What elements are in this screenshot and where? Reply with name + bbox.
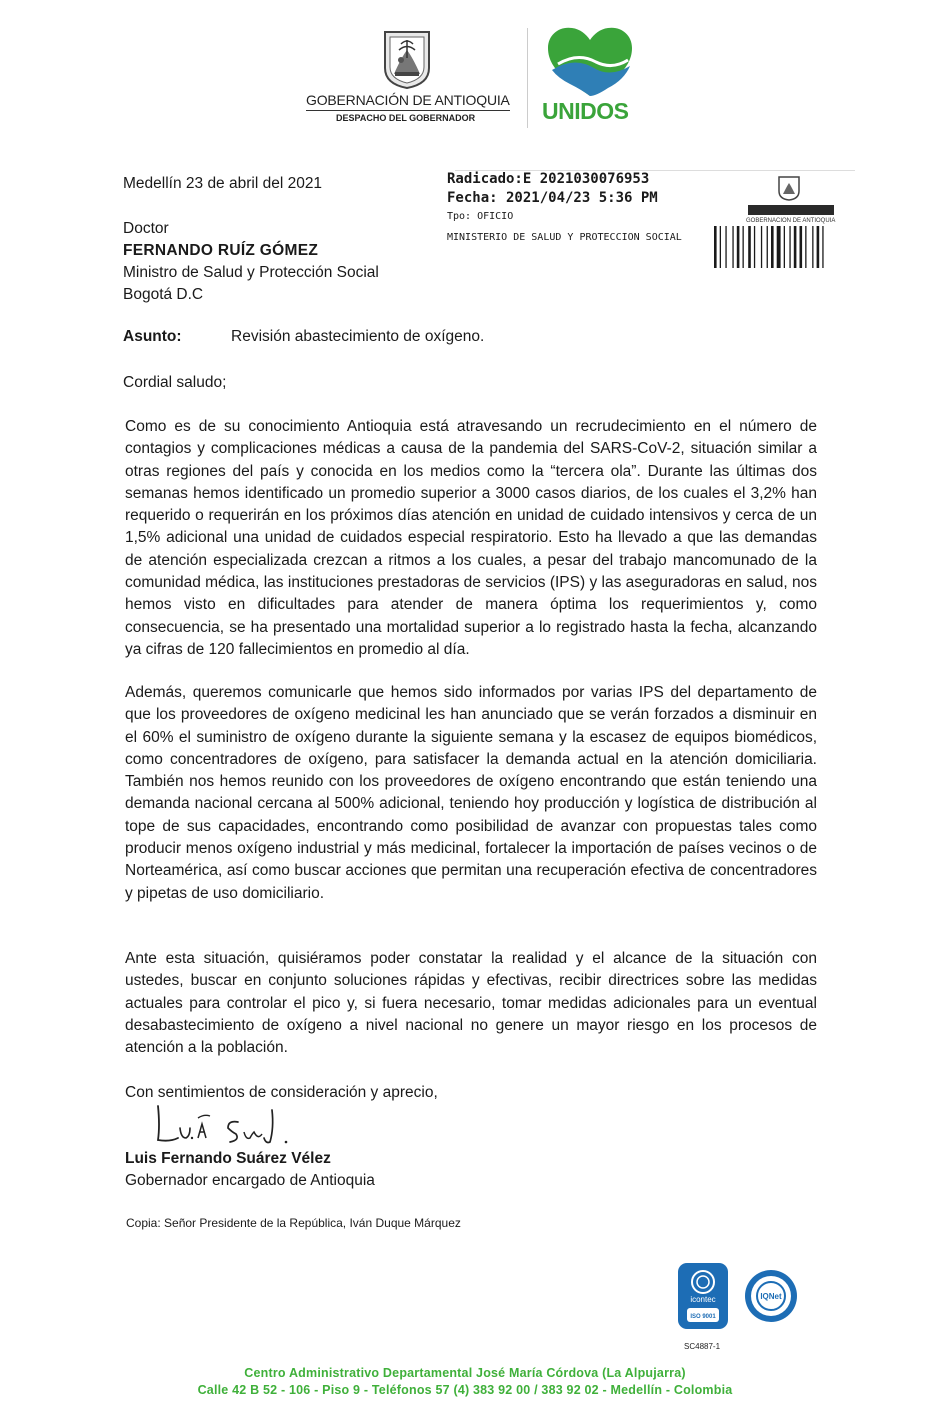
stamp-seal-icon <box>775 174 803 202</box>
barcode-bar <box>784 226 785 268</box>
stamp-org-name: GOBERNACION DE ANTIOQUIA <box>746 218 836 224</box>
body-paragraph-3: Ante esta situación, quisiéramos poder constatar la realidad y el alcance de la situación con ustedes, buscar en conjunto soluciones rápidas y efectivas, recibir directrices sobre las medidas actuales para controlar el pico y, si fuera necesario, tomar medidas adicionales para un eventual desabastecimiento de oxígeno a nivel nacional no genere un mayor riesgo en los procesos de atención a la población. <box>125 950 817 1057</box>
gobernacion-subtitle: DESPACHO DEL GOBERNADOR <box>336 113 476 123</box>
gobernacion-name: GOBERNACIÓN DE ANTIOQUIA <box>306 92 510 108</box>
stamp-ministerio: MINISTERIO DE SALUD Y PROTECCION SOCIAL <box>447 232 682 243</box>
barcode-bar <box>771 226 774 268</box>
barcode-bar <box>805 226 806 268</box>
footer-address-line-2: Calle 42 B 52 - 106 - Piso 9 - Teléfonos 57 (4) 383 92 00 / 383 92 02 - Medellín - Colombia <box>197 1383 733 1397</box>
svg-text:IQNet: IQNet <box>760 1292 782 1301</box>
barcode-bar <box>789 226 790 268</box>
iqnet-logo-icon <box>743 1268 799 1324</box>
barcode-bar <box>800 226 803 268</box>
subject-text: Revisión abastecimiento de oxígeno. <box>231 328 485 345</box>
barcode-bar <box>761 226 762 268</box>
place-date: Medellín 23 de abril del 2021 <box>123 175 323 192</box>
barcode-bar <box>817 226 820 268</box>
barcode-bar <box>743 226 744 268</box>
closing: Con sentimientos de consideración y aprecio, <box>125 1084 438 1101</box>
footer-address-line-1: Centro Administrativo Departamental José María Córdova (La Alpujarra) <box>244 1366 686 1380</box>
barcode-icon <box>714 226 860 268</box>
body-paragraph-1: Como es de su conocimiento Antioquia está atravesando un recrudecimiento en el número de contagios y complicaciones médicas a causa de la pandemia del SARS-CoV-2, situación similar a otras regiones del país y conocida en los medios como la “tercera ola”. Durante las últimas dos semanas hemos identificado un promedio superior a 3000 casos diarios, de los cuales el 3,2% han requerido o requerirán en los próximos días atención en unidad de cuidado intensivos y cerca de un 1,5% adicional una unidad de cuidados especial respiratorio. Esto ha llevado a que las demandas de atención especializada crezcan a ritmos a los cuales, a pesar del trabajo mancomunado de la comunidad médica, las instituciones prestadoras de servicios (IPS) y las aseguradoras en salud, nos hemos visto en dificultades para atender de manera óptima los requerimientos y, como consecuencia, se ha presentado una mortalidad superior a lo registrado hasta la fecha, alcanzando ya cifras de 120 fallecimientos en promedio al día. <box>125 418 817 658</box>
copy-line: Copia: Señor Presidente de la República, Iván Duque Márquez <box>126 1216 461 1230</box>
greeting: Cordial saludo; <box>123 374 227 391</box>
barcode-bar <box>812 226 813 268</box>
barcode-bar <box>767 226 768 268</box>
barcode-bar <box>737 226 740 268</box>
unidos-logo-text: UNIDOS <box>542 98 629 124</box>
subject-label: Asunto: <box>123 328 182 345</box>
barcode-bar <box>777 226 781 268</box>
certification-code: SC4887-1 <box>684 1342 721 1351</box>
stamp-bar <box>748 205 834 215</box>
recipient-position: Ministro de Salud y Protección Social <box>123 264 379 281</box>
barcode-bar <box>748 226 751 268</box>
barcode-bar <box>794 226 797 268</box>
handwritten-signature <box>148 1098 298 1152</box>
icontec-iso-9001-logo-icon <box>677 1262 729 1332</box>
body-paragraph-2: Además, queremos comunicarle que hemos sido informados por varias IPS del departamento de que los proveedores de oxígeno medicinal les han anunciado que se verán forzados a disminuir en el 60% el suministro de oxígeno durante la siguiente semana y la escasez de equipos biomédicos, como concentradores de oxígeno, para satisfacer la demanda actual en la atención domiciliaria. También nos hemos reunido con los proveedores de oxígeno encontrando que están teniendo una demanda nacional cercana al 500% adicional, teniendo hoy producción y logística de distribución al tope de sus capacidades, encontrando como posibilidad de avanzar con propuestas tales como producir menos oxígeno industrial y más medicinal, fortalecer la importación de países vecinos o de Norteamérica, así como buscar acciones que permitan una recuperación efectiva de concentradores y pipetas de uso domiciliario. <box>125 684 817 902</box>
unidos-heart-logo-icon <box>544 26 636 98</box>
recipient-city: Bogotá D.C <box>123 286 204 303</box>
barcode-bar <box>714 226 717 268</box>
barcode-bar <box>725 226 726 268</box>
barcode-bar <box>720 226 721 268</box>
header-divider <box>527 28 528 128</box>
barcode-bar <box>822 226 823 268</box>
stamp-radicado: Radicado:E 2021030076953 <box>447 171 650 187</box>
stamp-tipo: Tpo: OFICIO <box>447 211 514 222</box>
svg-text:ISO 9001: ISO 9001 <box>690 1314 716 1320</box>
recipient-title: Doctor <box>123 220 169 237</box>
signer-name: Luis Fernando Suárez Vélez <box>125 1150 331 1167</box>
header-rule <box>306 110 510 111</box>
recipient-name: FERNANDO RUÍZ GÓMEZ <box>123 242 319 259</box>
barcode-bar <box>732 226 733 268</box>
signer-title: Gobernador encargado de Antioquia <box>125 1172 375 1189</box>
gobernacion-seal-icon <box>381 28 433 90</box>
svg-text:icontec: icontec <box>690 1295 716 1304</box>
barcode-bar <box>754 226 755 268</box>
stamp-fecha: Fecha: 2021/04/23 5:36 PM <box>447 190 658 206</box>
